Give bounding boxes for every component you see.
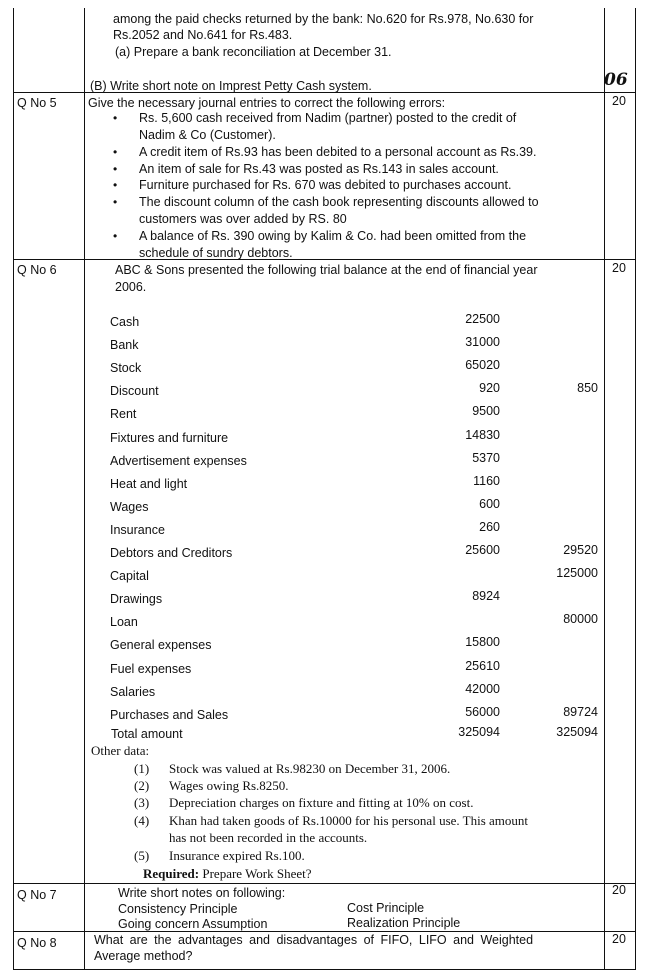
other-data-heading: Other data: [91, 743, 150, 758]
credit-amount: 850 [577, 381, 598, 395]
other-data-text: Stock was valued at Rs.98230 on December 31, 2006. [169, 761, 451, 776]
bullet-icon: • [113, 195, 118, 209]
table-divider-qno [84, 8, 85, 970]
table-row-line [13, 931, 636, 932]
note-item: Realization Principle [347, 916, 461, 930]
total-credit: 325094 [556, 725, 598, 739]
account-name: Bank [110, 338, 139, 352]
account-name: General expenses [110, 638, 212, 652]
debit-amount: 5370 [472, 451, 500, 465]
other-data-text: Wages owing Rs.8250. [169, 778, 289, 793]
q4-text-line: Rs.2052 and No.641 for Rs.483. [113, 28, 293, 42]
account-name: Advertisement expenses [110, 454, 247, 468]
table-divider-marks [604, 8, 605, 970]
other-data-text: Depreciation charges on fixture and fitting at 10% on cost. [169, 795, 474, 810]
account-name: Fuel expenses [110, 662, 192, 676]
total-debit: 325094 [458, 725, 500, 739]
question-label: Q No 7 [17, 888, 57, 902]
debit-amount: 22500 [465, 312, 500, 326]
question-intro: ABC & Sons presented the following trial balance at the end of financial year [115, 263, 538, 277]
bullet-icon: • [113, 229, 118, 243]
other-data-number: (5) [134, 848, 150, 863]
other-data-number: (3) [134, 795, 150, 810]
question-text-cont: Average method? [94, 949, 193, 963]
account-name: Fixtures and furniture [110, 431, 229, 445]
debit-amount: 260 [479, 520, 500, 534]
account-name: Insurance [110, 523, 165, 537]
other-data-text: has not been recorded in the accounts. [169, 830, 368, 845]
bullet-icon: • [113, 178, 118, 192]
bullet-icon: • [113, 111, 118, 125]
question-intro: Write short notes on following: [118, 886, 286, 900]
error-item-line: The discount column of the cash book representing discounts allowed to [139, 195, 539, 209]
account-name: Debtors and Creditors [110, 546, 233, 560]
error-item-line: Furniture purchased for Rs. 670 was debited to purchases account. [139, 178, 512, 192]
debit-amount: 25600 [465, 543, 500, 557]
debit-amount: 25610 [465, 659, 500, 673]
required-label: Required: [143, 866, 200, 881]
error-item-line: customers was over added by RS. 80 [139, 212, 347, 226]
error-item-line: Nadim & Co (Customer). [139, 128, 276, 142]
debit-amount: 600 [479, 497, 500, 511]
note-item: Cost Principle [347, 901, 425, 915]
credit-amount: 89724 [563, 705, 598, 719]
other-data-number: (4) [134, 813, 150, 828]
question-marks: 20 [612, 883, 626, 897]
account-name: Rent [110, 407, 137, 421]
account-name: Drawings [110, 592, 163, 606]
account-name: Salaries [110, 685, 156, 699]
other-data-text: Khan had taken goods of Rs.10000 for his personal use. This amount [169, 813, 529, 828]
error-item-line: Rs. 5,600 cash received from Nadim (partner) posted to the credit of [139, 111, 517, 125]
error-item-line: An item of sale for Rs.43 was posted as Rs.143 in sales account. [139, 162, 499, 176]
debit-amount: 1160 [473, 474, 500, 488]
question-text: What are the advantages and disadvantages of FIFO, LIFO and Weighted [94, 933, 534, 947]
bullet-icon: • [113, 162, 118, 176]
account-name: Cash [110, 315, 140, 329]
error-item-line: schedule of sundry debtors. [139, 246, 293, 260]
debit-amount: 15800 [465, 635, 500, 649]
other-data-number: (2) [134, 778, 150, 793]
other-data-text: Insurance expired Rs.100. [169, 848, 305, 863]
error-item-line: A balance of Rs. 390 owing by Kalim & Co. had been omitted from the [139, 229, 527, 243]
account-name: Wages [110, 500, 149, 514]
required-line [143, 866, 312, 882]
debit-amount: 14830 [465, 428, 500, 442]
total-label: Total amount [111, 727, 183, 741]
credit-amount: 125000 [556, 566, 598, 580]
handwritten-mark: 06 [604, 70, 628, 90]
other-data-number: (1) [134, 761, 150, 776]
credit-amount: 80000 [563, 612, 598, 626]
question-marks: 20 [612, 261, 626, 275]
account-name: Stock [110, 361, 142, 375]
debit-amount: 31000 [465, 335, 500, 349]
q4-part-b: (B) Write short note on Imprest Petty Cash system. [90, 79, 372, 93]
bullet-icon: • [113, 145, 118, 159]
table-border-bottom [13, 969, 636, 970]
note-item: Consistency Principle [118, 902, 238, 916]
table-row-line [13, 259, 636, 260]
question-label: Q No 6 [17, 263, 57, 277]
account-name: Loan [110, 615, 138, 629]
account-name: Capital [110, 569, 149, 583]
required-text: Prepare Work Sheet? [202, 866, 312, 881]
table-border-left [13, 8, 14, 970]
debit-amount: 920 [479, 381, 500, 395]
debit-amount: 56000 [465, 705, 500, 719]
error-item-line: A credit item of Rs.93 has been debited to a personal account as Rs.39. [139, 145, 537, 159]
q4-part-a: (a) Prepare a bank reconciliation at December 31. [115, 45, 392, 59]
q4-text-line: among the paid checks returned by the bank: No.620 for Rs.978, No.630 for [113, 12, 534, 26]
question-marks: 20 [612, 932, 626, 946]
debit-amount: 65020 [465, 358, 500, 372]
question-intro: Give the necessary journal entries to correct the following errors: [88, 96, 446, 110]
account-name: Purchases and Sales [110, 708, 229, 722]
table-row-line [13, 883, 636, 884]
account-name: Heat and light [110, 477, 188, 491]
credit-amount: 29520 [563, 543, 598, 557]
note-item: Going concern Assumption [118, 917, 268, 931]
question-label: Q No 8 [17, 936, 57, 950]
account-name: Discount [110, 384, 159, 398]
table-border-right [635, 8, 636, 970]
question-intro-cont: 2006. [115, 280, 147, 294]
debit-amount: 42000 [465, 682, 500, 696]
question-label: Q No 5 [17, 96, 57, 110]
debit-amount: 8924 [472, 589, 500, 603]
question-marks: 20 [612, 94, 626, 108]
debit-amount: 9500 [472, 404, 500, 418]
